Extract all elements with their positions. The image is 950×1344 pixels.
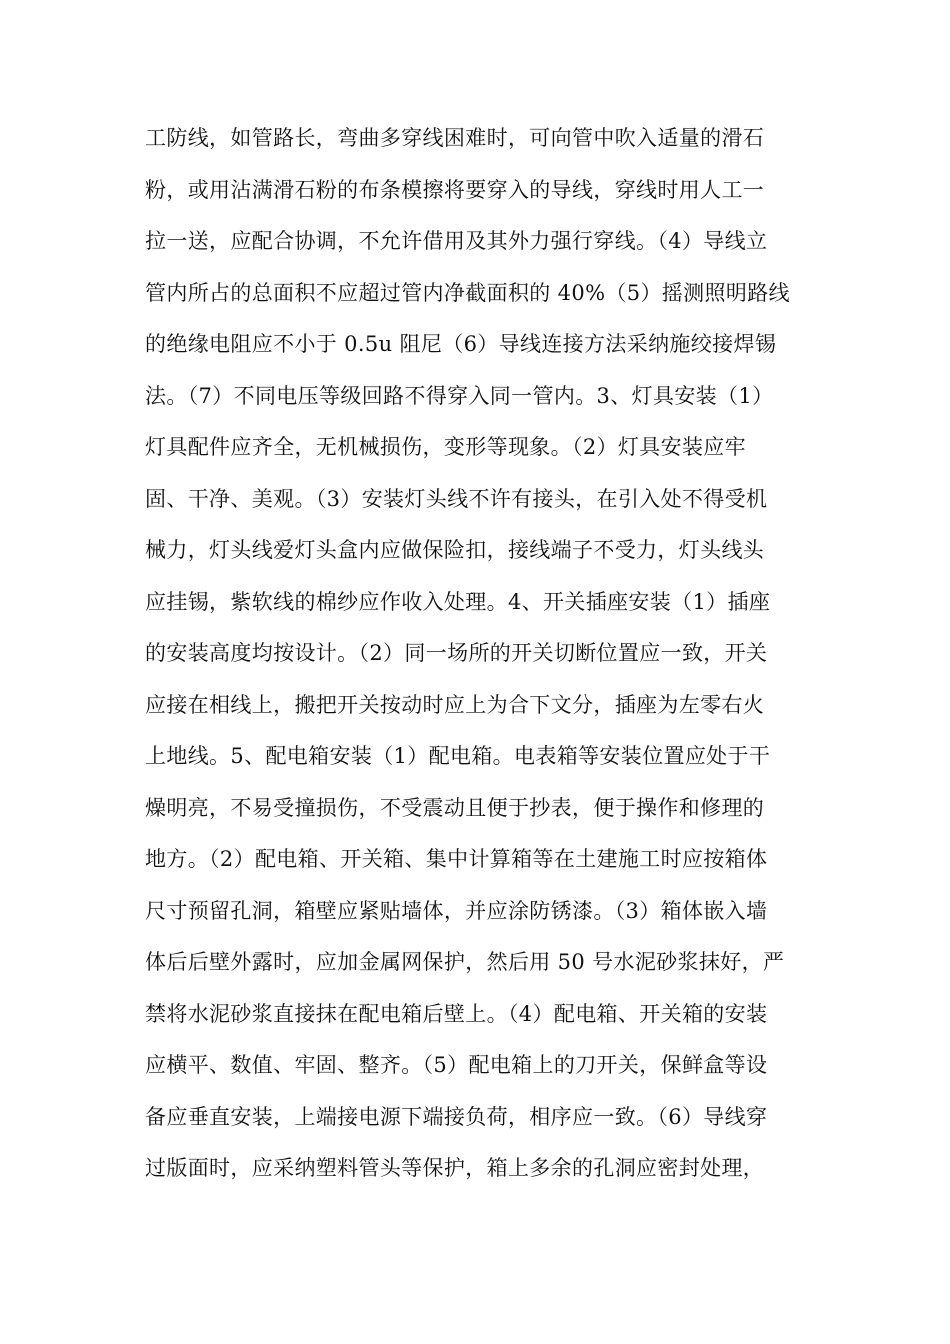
text-line: 地方。（2）配电箱、开关箱、集中计算箱等在土建施工时应按箱体 [145, 847, 768, 871]
text-line: 燥明亮，不易受撞损伤，不受震动且便于抄表，便于操作和修理的 [145, 795, 765, 820]
text-line: 的安装高度均按设计。（2）同一场所的开关切断位置应一致，开关 [145, 641, 768, 665]
text-line: 灯具配件应齐全，无机械损伤，变形等现象。（2）灯具安装应牢 [145, 435, 747, 459]
text-line: 应接在相线上，搬把开关按动时应上为合下文分，插座为左零右火 [145, 692, 765, 717]
text-line: 禁将水泥砂浆直接抹在配电箱后壁上。（4）配电箱、开关箱的安装 [145, 1001, 768, 1026]
text-line: 应横平、数值、牢固、整齐。（5）配电箱上的刀开关，保鲜盒等设 [145, 1053, 768, 1077]
text-line: 械力，灯头线爱灯头盒内应做保险扣，接线端子不受力，灯头线头 [145, 538, 765, 562]
text-line: 工防线，如管路长，弯曲多穿线困难时，可向管中吹入适量的滑石 [145, 126, 765, 150]
text-line: 应挂锡，紫软线的棉纱应作收入处理。4、开关插座安装（1）插座 [145, 589, 771, 614]
text-line: 拉一送，应配合协调，不允许借用及其外力强行穿线。（4）导线立 [145, 229, 768, 253]
body-text [145, 116, 825, 1198]
text-line: 过版面时，应采纳塑料管头等保护，箱上多余的孔洞应密封处理， [145, 1156, 765, 1180]
text-line: 尺寸预留孔洞，箱壁应紧贴墙体，并应涂防锈漆。（3）箱体嵌入墙 [145, 898, 768, 923]
text-line: 体后后壁外露时，应加金属网保护，然后用 50 号水泥砂浆抹好，严 [145, 950, 785, 974]
text-line: 管内所占的总面积不应超过管内净截面积的 40%（5）摇测照明路线 [145, 280, 790, 305]
text-line: 备应垂直安装，上端接电源下端接负荷，相序应一致。（6）导线穿 [145, 1104, 768, 1129]
text-line: 的绝缘电阻应不小于 0.5u 阻尼（6）导线连接方法采纳施绞接焊锡 [145, 332, 777, 356]
text-line: 粉，或用沾满滑石粉的布条模擦将要穿入的导线，穿线时用人工一 [145, 177, 765, 202]
text-line: 上地线。5、配电箱安装（1）配电箱。电表箱等安装位置应处于干 [145, 744, 771, 768]
text-line: 法。（7）不同电压等级回路不得穿入同一管内。3、灯具安装（1） [145, 383, 774, 408]
text-line: 固、干净、美观。（3）安装灯头线不许有接头，在引入处不得受机 [145, 486, 768, 511]
